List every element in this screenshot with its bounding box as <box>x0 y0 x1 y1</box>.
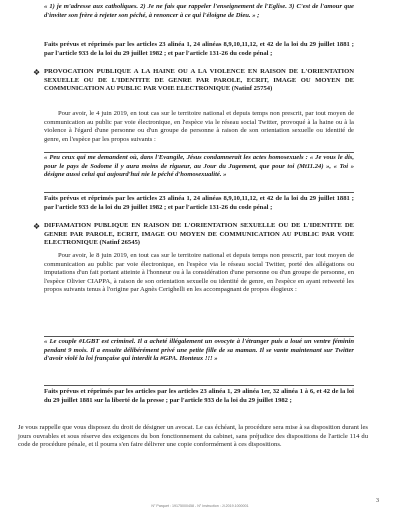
section-body-provocation: Pour avoir, le 4 juin 2019, en tout cas sur le territoire national et depuis temps non prescrit, par tout moyen de communication au public par voie électronique, en l'espèce via le réseau social Twitter, provoqué à la haine ou à la violence à l'égard d'une personne ou d'un groupe de personne à raison de son orientation sexuelle ou identité de genre, en l'espèce par les propos suivants : <box>44 110 354 143</box>
quote-rule-top <box>44 152 354 153</box>
quote-rule-bottom <box>44 192 354 193</box>
section-body-diffamation: Pour avoir, le 8 juin 2019, en tout cas sur le territoire national et depuis temps non prescrit, par tout moyen de communication au public par voie électronique, en l'espèce via le réseau social Twitter, porté des allégations ou imputations d'un fait portant atteinte à l'honneur ou à la considération d'une personne ou d'un groupe de personne, en l'espèce Olivier CIAPPA, à raison de son orientation sexuelle ou identité de genre, en l'espèce en ayant retweeté les propos suivants tenus à l'origine par Agnès Cerighelli en les accompagnant de propos élogieux : <box>44 252 354 294</box>
quote-rule-top <box>44 336 354 337</box>
section-title-provocation: PROVOCATION PUBLIQUE A LA HAINE OU A LA VIOLENCE EN RAISON DE L'ORIENTATION SEXUELLE OU DE L'IDENTITE DE GENRE PAR PAROLE, ECRIT, IMAGE OU MOYEN DE COMMUNICATION AU PUBLIC PAR VOIE ELECTRONIQUE (Natinf 25754) <box>44 68 354 93</box>
quote-diffamation: « Le couple #LGBT est criminel. Il a acheté illégalement un ovocyte à l'étranger puis a loué un ventre féminin pendant 9 mois. Il a ensuite délibérément privé une petite fille de sa maman. Il se vante maintenant sur Twitter d'avoir violé la loi française qui interdit la #GPA. Honteux !!! » <box>44 338 354 363</box>
page-number: 3 <box>376 498 379 504</box>
facts-paragraph-1: Faits prévus et réprimés par les articles 23 alinéa 1, 24 alinéas 8,9,10,11,12, et 42 de la loi du 29 juillet 1881 ; par l'article 933 de la loi du 29 juillet 1982 ; et par l'article 131-26 du code pénal ; <box>44 41 354 57</box>
top-quote: « 1) je m'adresse aux catholiques. 2) Je ne fais que rappeler l'enseignement de l'Eglise. 3) C'est de l'amour que d'inviter son frère à rejeter son péché, à renoncer à ce qui l'éloigne de Dieu. » ; <box>44 3 354 19</box>
quote-provocation: « Peu ceux qui me demandent où, dans l'Evangile, Jésus condamnerait les actes homosexuels : « Je vous le dis, pour le pays de Sodome il y aura moins de rigueur, au Jour du Jugement, que pour toi (Mt11.24) », « Toi » désigne aussi celui qui aujourd'hui nie le péché d'homosexualité. » <box>44 154 354 179</box>
facts-paragraph-2: Faits prévus et réprimés par les articles 23 alinéa 1, 24 alinéas 8,9,10,11,12, et 42 de la loi du 29 juillet 1881 ; par l'article 933 de la loi du 29 juillet 1982 ; et par l'article 131-26 du code pénal ; <box>44 195 354 211</box>
footer-reference: N° Parquet : 19175000458 - N° Instruction : JI.2019.1000001 <box>151 504 249 508</box>
quote-rule-bottom <box>44 385 354 386</box>
bullet-icon: ❖ <box>33 222 41 231</box>
closing-paragraph: Je vous rappelle que vous disposez du droit de désigner un avocat. Le cas échéant, la procédure sera mise à sa disposition durant les jours ouvrables et sous réserve des exigences du bon fonctionnement du cabinet, sans préjudice des dispositions de l'article 114 du code de procédure pénale, et il pourra s'en faire délivrer une copie conformément à ces dispositions. <box>18 424 368 449</box>
section-title-diffamation: DIFFAMATION PUBLIQUE EN RAISON DE L'ORIENTATION SEXUELLE OU DE L'IDENTITE DE GENRE PAR PAROLE, ECRIT, IMAGE OU MOYEN DE COMMUNICATION AU PUBLIC PAR VOIE ELECTRONIQUE (Natinf 26545) <box>44 222 354 247</box>
facts-paragraph-3: Faits prévus et réprimés par les articles par les articles 23 alinéa 1, 29 alinéa 1er, 32 alinéa 1 à 6, et 42 de la loi du 29 juillet 1881 sur la liberté de la presse ; par l'article 933 de la loi du 29 juillet 1982 ; <box>44 388 354 404</box>
bullet-icon: ❖ <box>33 68 41 77</box>
